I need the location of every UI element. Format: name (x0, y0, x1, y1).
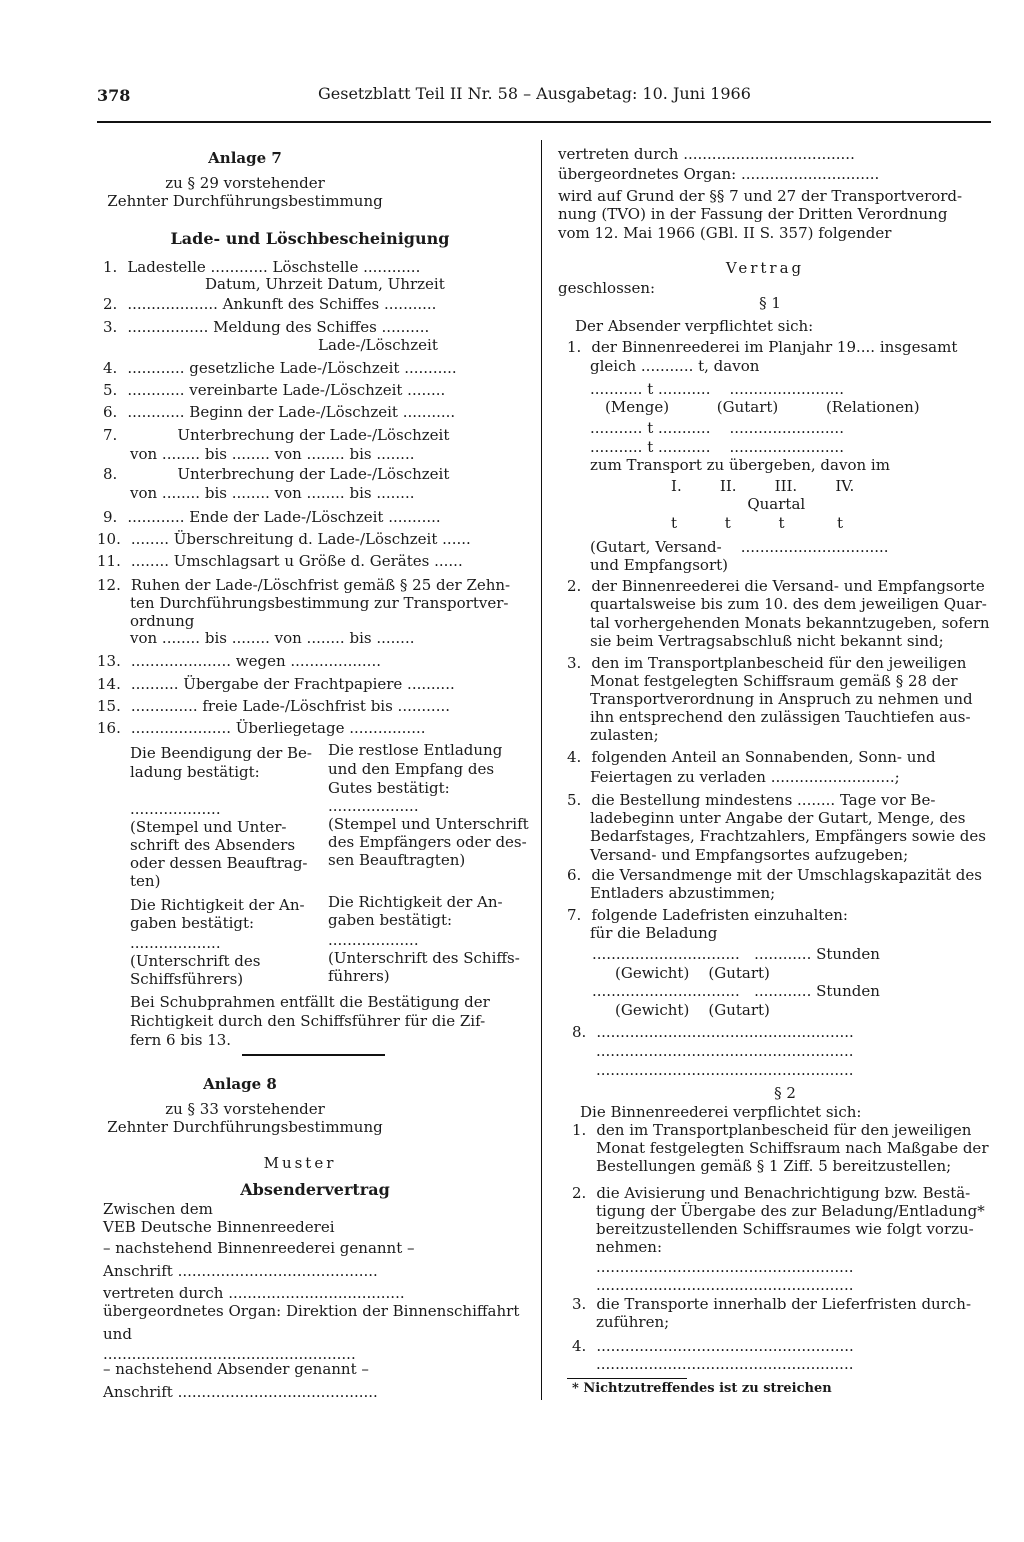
intro-line: vom 12. Mai 1966 (GBl. II S. 357) folgender (558, 224, 892, 242)
list-item: ten Durchführungsbestimmung zur Transportver- (130, 594, 509, 612)
list-item: bereitzustellenden Schiffsraumes wie folgt vorzu- (596, 1220, 974, 1238)
anlage8-ref2: Zehnter Durchführungsbestimmung (107, 1118, 383, 1136)
note-line: Richtigkeit durch den Schiffsführer für die Zif- (130, 1012, 486, 1030)
intro-line: nung (TVO) in der Fassung der Dritten Verordnung (558, 205, 948, 223)
section-rule (242, 1054, 385, 1056)
list-item: Transportverordnung in Anspruch zu nehmen und (590, 690, 973, 708)
note-line: Bei Schubprahmen entfällt die Bestätigung der (130, 993, 490, 1011)
list-item: 12. Ruhen der Lade-/Löschfrist gemäß § 25 der Zehn- (97, 576, 511, 594)
list-item: ...................................................... (596, 1042, 854, 1060)
list-item: tal vorhergehenden Monats bekanntzugeben, sofern (590, 614, 990, 632)
list-item: zulasten; (590, 726, 659, 744)
list-item: 7. folgende Ladefristen einzuhalten: (567, 906, 848, 924)
list-item: 1. den im Transportplanbescheid für den jeweiligen (572, 1121, 972, 1139)
confirm-line: Schiffsführers) (130, 970, 244, 988)
list-item: quartalsweise bis zum 10. des dem jeweiligen Quar- (590, 595, 987, 613)
list-item: und Empfangsort) (590, 556, 729, 574)
column-divider (541, 140, 542, 1400)
list-item: 5. ............ vereinbarte Lade-/Löschzeit ........ (103, 381, 446, 399)
list-item: (Gewicht) (Gutart) (615, 964, 770, 982)
list-item: 15. .............. freie Lade-/Löschfrist bis ........... (97, 697, 451, 715)
contract-line: – nachstehend Absender genannt – (103, 1360, 369, 1378)
confirm-line: oder dessen Beauftrag- (130, 854, 308, 872)
contract-line: Anschrift .......................................... (103, 1383, 378, 1401)
list-item: 2. die Avisierung und Benachrichtigung bzw. Bestä- (572, 1184, 971, 1202)
list-item: sie beim Vertragsabschluß nicht bekannt sind; (590, 632, 944, 650)
list-item: Monat festgelegten Schiffsraum gemäß § 28 der (590, 672, 958, 690)
vertrag-heading: Vertrag (725, 259, 805, 277)
list-item: 1. der Binnenreederei im Planjahr 19.... insgesamt (567, 338, 958, 356)
list-item: zuführen; (596, 1313, 670, 1331)
list-item: gleich ........... t, davon (590, 357, 760, 375)
list-item: ........... t ........... ........................ (590, 438, 844, 456)
p2-intro: Die Binnenreederei verpflichtet sich: (580, 1103, 862, 1121)
list-item: 4. folgenden Anteil an Sonnabenden, Sonn- und (567, 748, 936, 766)
intro-line: übergeordnetes Organ: ............................. (558, 165, 880, 183)
list-item: 1. Ladestelle ............ Löschstelle ............ (103, 258, 421, 276)
intro-line: vertreten durch .................................... (558, 145, 855, 163)
confirm-line: (Unterschrift des (130, 952, 261, 970)
list-item: ...................................................... (596, 1258, 854, 1276)
contract-line: vertreten durch ..................................... (103, 1284, 405, 1302)
list-item: ordnung (130, 612, 195, 630)
geschlossen-label: geschlossen: (558, 279, 656, 297)
list-item: (Menge) (Gutart) (Relationen) (605, 398, 920, 416)
confirm-line: ................... (328, 797, 419, 815)
page-number: 378 (97, 86, 131, 105)
anlage7-heading: Anlage 7 (208, 149, 282, 167)
list-item: 10. ........ Überschreitung d. Lade-/Löschzeit ...... (97, 530, 471, 548)
contract-line: übergeordnetes Organ: Direktion der Binnenschiffahrt (103, 1302, 520, 1320)
contract-line: VEB Deutsche Binnenreederei (103, 1218, 335, 1236)
confirm-line: ladung bestätigt: (130, 763, 260, 781)
confirm-line: schrift des Absenders (130, 836, 296, 854)
confirm-line: ................... (130, 800, 221, 818)
list-item: Bestellungen gemäß § 1 Ziff. 5 bereitzustellen; (596, 1157, 952, 1175)
list-item: von ........ bis ........ von ........ bis ........ (130, 484, 415, 502)
anlage7-title: Lade- und Löschbescheinigung (170, 229, 450, 248)
confirm-line: sen Beauftragten) (328, 851, 466, 869)
list-item: 9. ............ Ende der Lade-/Löschzeit ........... (103, 508, 441, 526)
confirm-line: (Stempel und Unterschrift (328, 815, 529, 833)
confirm-line: Die Beendigung der Be- (130, 744, 312, 762)
anlage8-ref1: zu § 33 vorstehender (165, 1100, 325, 1118)
confirm-line: Gutes bestätigt: (328, 779, 450, 797)
footnote: * Nichtzutreffendes ist zu streichen (572, 1381, 832, 1396)
list-item: von ........ bis ........ von ........ bis ........ (130, 445, 415, 463)
list-item: ...................................................... (596, 1276, 854, 1294)
list-item: zum Transport zu übergeben, davon im (590, 456, 890, 474)
list-item: 4. ...................................................... (572, 1337, 854, 1355)
footnote-rule (567, 1378, 687, 1379)
list-item: Versand- und Empfangsortes aufzugeben; (590, 846, 909, 864)
list-item: ........... t ........... ........................ (590, 380, 844, 398)
list-item: 2. der Binnenreederei die Versand- und Empfangsorte (567, 577, 985, 595)
confirm-line: Die Richtigkeit der An- (130, 896, 305, 914)
confirm-line: ................... (130, 934, 221, 952)
list-item: 3. den im Transportplanbescheid für den jeweiligen (567, 654, 967, 672)
confirm-line: gaben bestätigt: (130, 914, 255, 932)
list-item: ladebeginn unter Angabe der Gutart, Menge, des (590, 809, 966, 827)
list-item: t t t t (590, 514, 843, 532)
list-item: Bedarfstages, Frachtzahlers, Empfängers sowie des (590, 827, 986, 845)
confirm-line: des Empfängers oder des- (328, 833, 527, 851)
list-item: Monat festgelegten Schiffsraum nach Maßgabe der (596, 1139, 989, 1157)
list-item: Datum, Uhrzeit Datum, Uhrzeit (205, 275, 445, 293)
confirm-line: Die Richtigkeit der An- (328, 893, 503, 911)
list-item: 6. ............ Beginn der Lade-/Löschzeit ........... (103, 403, 456, 421)
list-item: von ........ bis ........ von ........ bis ........ (130, 629, 415, 647)
list-item: 7. Unterbrechung der Lade-/Löschzeit (103, 426, 450, 444)
confirm-line: (Stempel und Unter- (130, 818, 287, 836)
anlage7-ref2: Zehnter Durchführungsbestimmung (107, 192, 383, 210)
contract-line: und (103, 1325, 132, 1343)
list-item: ...................................................... (596, 1355, 854, 1373)
contract-line: Zwischen dem (103, 1200, 213, 1218)
list-item: 5. die Bestellung mindestens ........ Tage vor Be- (567, 791, 936, 809)
header-rule (97, 121, 991, 123)
list-item: Quartal (590, 495, 806, 513)
list-item: ...................................................... (596, 1061, 854, 1079)
list-item: tigung der Übergabe des zur Beladung/Entladung* (596, 1202, 985, 1220)
anlage8-heading: Anlage 8 (203, 1075, 277, 1093)
confirm-line: und den Empfang des (328, 760, 495, 778)
list-item: ihn entsprechend den zulässigen Tauchtiefen aus- (590, 708, 971, 726)
intro-line: wird auf Grund der §§ 7 und 27 der Transportverord- (558, 187, 963, 205)
list-item: Entladers abzustimmen; (590, 884, 776, 902)
list-item: 4. ............ gesetzliche Lade-/Löschzeit ........... (103, 359, 457, 377)
list-item: Lade-/Löschzeit (318, 336, 438, 354)
anlage8-muster: Muster (263, 1154, 337, 1172)
list-item: 16. ..................... Überliegetage ................ (97, 719, 426, 737)
list-item: ............................... ............ Stunden (592, 982, 880, 1000)
list-item: 8. Unterbrechung der Lade-/Löschzeit (103, 465, 450, 483)
confirm-line: führers) (328, 967, 390, 985)
list-item: (Gewicht) (Gutart) (615, 1001, 770, 1019)
paragraph-1: § 1 (759, 294, 781, 312)
list-item: 8. ...................................................... (572, 1023, 854, 1041)
paragraph-2: § 2 (774, 1084, 796, 1102)
page-header-title: Gesetzblatt Teil II Nr. 58 – Ausgabetag: 10. Juni 1966 (318, 84, 751, 103)
anlage8-title: Absendervertrag (240, 1180, 390, 1199)
confirm-line: ten) (130, 872, 161, 890)
contract-line: – nachstehend Binnenreederei genannt – (103, 1239, 415, 1257)
list-item: ........... t ........... ........................ (590, 419, 844, 437)
note-line: fern 6 bis 13. (130, 1031, 232, 1049)
list-item: 3. ................. Meldung des Schiffes .......... (103, 318, 430, 336)
list-item: Feiertagen zu verladen ..........................; (590, 768, 900, 786)
list-item: 14. .......... Übergabe der Frachtpapiere .......... (97, 675, 455, 693)
list-item: I. II. III. IV. (590, 477, 855, 495)
list-item: 13. ..................... wegen ................... (97, 652, 381, 670)
list-item: nehmen: (596, 1238, 663, 1256)
confirm-line: Die restlose Entladung (328, 741, 503, 759)
anlage7-ref1: zu § 29 vorstehender (165, 174, 325, 192)
confirm-line: ................... (328, 931, 419, 949)
confirm-line: gaben bestätigt: (328, 911, 453, 929)
list-item: 11. ........ Umschlagsart u Größe d. Gerätes ...... (97, 552, 463, 570)
list-item: 6. die Versandmenge mit der Umschlagskapazität des (567, 866, 982, 884)
list-item: ............................... ............ Stunden (592, 945, 880, 963)
list-item: 2. ................... Ankunft des Schiffes ........... (103, 295, 437, 313)
confirm-line: (Unterschrift des Schiffs- (328, 949, 520, 967)
p1-intro: Der Absender verpflichtet sich: (575, 317, 814, 335)
contract-line: Anschrift .......................................... (103, 1262, 378, 1280)
list-item: (Gutart, Versand- ............................... (590, 538, 889, 556)
list-item: 3. die Transporte innerhalb der Lieferfristen durch- (572, 1295, 972, 1313)
contract-line: ..................................................... (103, 1345, 356, 1363)
list-item: für die Beladung (590, 924, 718, 942)
